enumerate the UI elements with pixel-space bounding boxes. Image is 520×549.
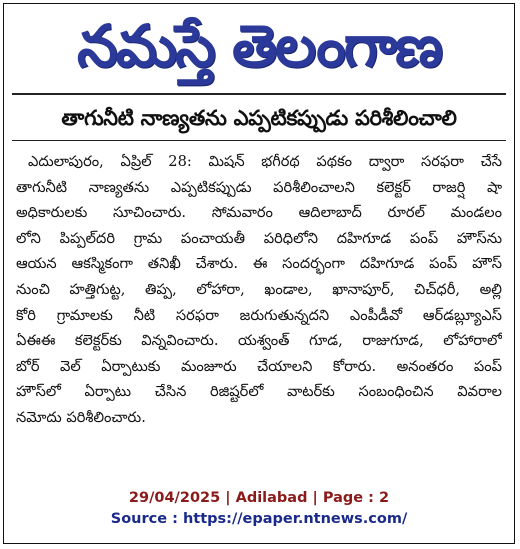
article-line: నమోదు పరిశీలించారు. [16, 408, 146, 426]
masthead [4, 6, 514, 86]
article-line: ఏఈఈ కలెక్టర్‌కు విన్నవించారు. యశ్వంత్ గూడ, రాజుగూడ, లోహారాలో [16, 332, 502, 350]
headline-divider-top [12, 93, 506, 95]
article-line: బోర్ వెల్ ఏర్పాటుకు మంజూరు చేయాలని కోరారు. అనంతరం పంప్ [16, 357, 502, 375]
article-line: ఆయన ఆకస్మికంగా తనిఖీ చేశారు. ఈ సందర్భంగా దహిగూడ పంప్ హౌస్ [16, 255, 502, 273]
article-line: అధికారులకు సూచించారు. సోమవారం ఆదిలాబాద్ రూరల్ మండలం [16, 204, 502, 222]
article-line: నుంచి హత్తిగుట్ట, తిప్ప, లోహారా, ఖండాల, ఖానాపూర్, చిచ్‌ధరీ, అల్లి [16, 280, 502, 298]
article-line: ఎదులాపురం, ఏప్రిల్ 28: మిషన్ భగీరథ పథకం ద్వారా సరఫరా చేసే [28, 153, 502, 170]
article-line: కోరి గ్రామాలకు నీటి సరఫరా జరుగుతున్నదని ఎంపీడీవో ఆర్‌డబ్ల్యూఎస్ [16, 306, 502, 324]
article-line: తాగునీటి నాణ్యతను ఎప్పటికప్పుడు పరిశీలించాలని కలెక్టర్ రాజర్షి షా [16, 178, 502, 196]
article-headline: తాగునీటి నాణ్యతను ఎప్పటికప్పుడు పరిశీలించాలి [61, 106, 457, 130]
article-line: లోని పిప్పల్‌దరి గ్రామ పంచాయతీ పరిధిలోని దహిగూడ పంప్ హౌస్‌ను [16, 229, 502, 247]
clipping-frame [3, 3, 515, 544]
article-body [16, 149, 502, 463]
clipping-footer [4, 488, 514, 530]
masthead-title: నమస్తే తెలంగాణ [77, 12, 441, 80]
footer-date-edition: 29/04/2025 | Adilabad | Page : 2 [128, 490, 390, 506]
article-line: హౌస్‌లో ఏర్పాటు చేసిన రిజిష్టర్‌లో వాటర్‌కు సంబంధించిన వివరాల [16, 383, 502, 401]
headline-divider-bottom [12, 140, 506, 141]
footer-source-link[interactable]: Source : https://epaper.ntnews.com/ [110, 511, 408, 527]
